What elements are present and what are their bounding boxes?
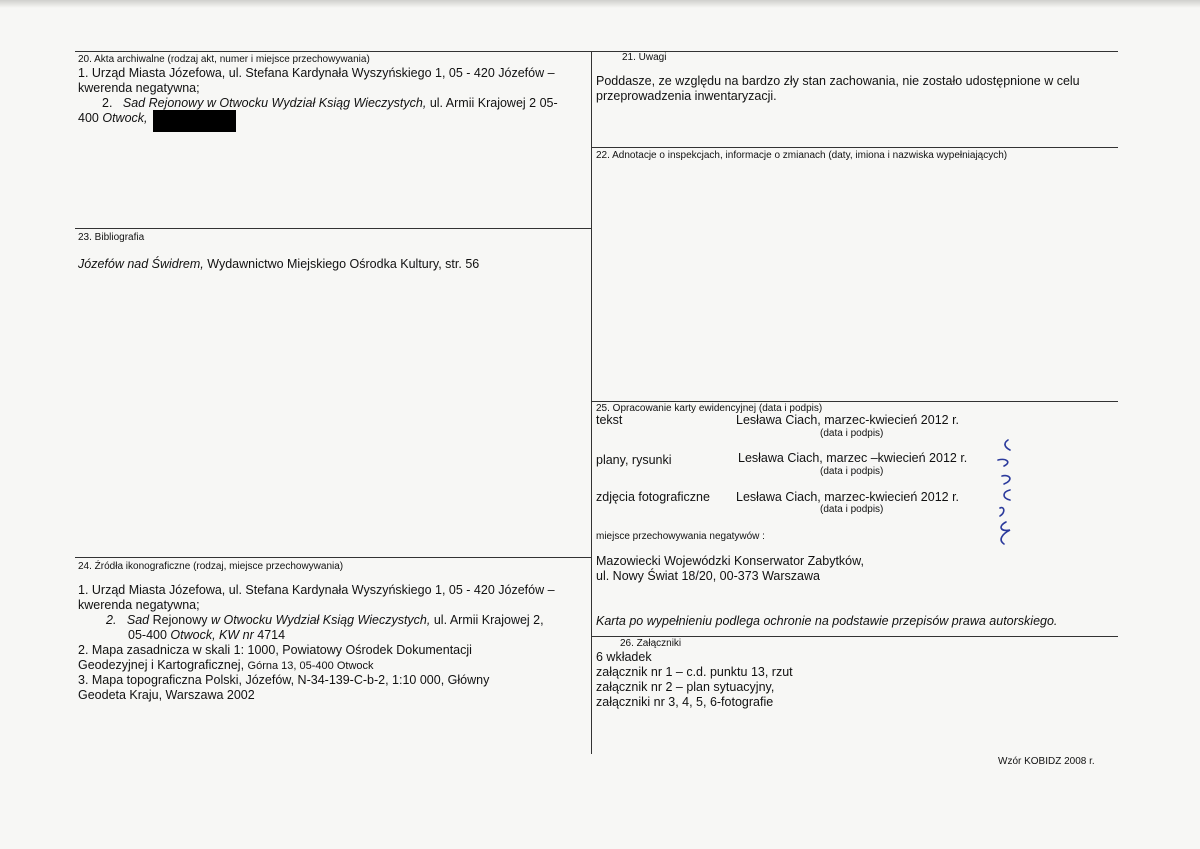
row-value: Lesława Ciach, marzec –kwiecień 2012 r. bbox=[738, 451, 968, 465]
center-divider bbox=[591, 51, 592, 754]
section-21-line: Poddasze, ze względu na bardzo zły stan zachowania, nie zostało udostępnione w celu bbox=[596, 74, 1080, 88]
section-24-header: 24. Źródła ikonograficzne (rodzaj, miejsce przechowywania) bbox=[78, 561, 344, 572]
section-21-line: przeprowadzenia inwentaryzacji. bbox=[596, 89, 777, 103]
section-25-header: 25. Opracowanie karty ewidencyjnej (data i podpis) bbox=[596, 403, 823, 414]
attachment-item: załączniki nr 3, 4, 5, 6-fotografie bbox=[596, 695, 774, 709]
section-24-line: 05-400 Otwock, KW nr 4714 bbox=[128, 628, 286, 642]
row-label: plany, rysunki bbox=[596, 453, 672, 467]
rule-23 bbox=[75, 228, 591, 229]
row-value: Lesława Ciach, marzec-kwiecień 2012 r. bbox=[736, 413, 960, 427]
scan-edge bbox=[0, 0, 1200, 8]
rule-25 bbox=[592, 401, 1118, 402]
section-23-header: 23. Bibliografia bbox=[78, 232, 145, 243]
section-22-header: 22. Adnotacje o inspekcjach, informacje o zmianach (daty, imiona i nazwiska wypełniających) bbox=[596, 150, 1008, 161]
top-rule bbox=[75, 51, 1118, 52]
row-value: Lesława Ciach, marzec-kwiecień 2012 r. bbox=[736, 490, 960, 504]
section-20-line: 400 Otwock, bbox=[78, 111, 148, 125]
redaction-block bbox=[153, 110, 236, 132]
section-20-line: 1. Urząd Miasta Józefowa, ul. Stefana Kardynała Wyszyńskiego 1, 05 - 420 Józefów – bbox=[78, 66, 555, 80]
section-24-line: kwerenda negatywna; bbox=[78, 598, 200, 612]
form-template-footer: Wzór KOBIDZ 2008 r. bbox=[998, 756, 1095, 767]
attachment-item: 6 wkładek bbox=[596, 650, 652, 664]
section-24-line: Geodeta Kraju, Warszawa 2002 bbox=[78, 688, 255, 702]
section-24-line: Geodezyjnej i Kartograficznej, Górna 13, 05-400 Otwock bbox=[78, 658, 374, 672]
negatives-line: ul. Nowy Świat 18/20, 00-373 Warszawa bbox=[596, 569, 820, 583]
row-sub: (data i podpis) bbox=[820, 504, 884, 515]
attachment-item: załącznik nr 2 – plan sytuacyjny, bbox=[596, 680, 775, 694]
handwritten-signature bbox=[980, 436, 1024, 548]
row-label: tekst bbox=[596, 413, 623, 427]
rule-24 bbox=[75, 557, 591, 558]
section-26-header: 26. Załączniki bbox=[620, 638, 682, 649]
section-24-line: 2. Sad Rejonowy w Otwocku Wydział Ksiąg Wieczystych, ul. Armii Krajowej 2, bbox=[106, 613, 544, 627]
section-20-line: kwerenda negatywna; bbox=[78, 81, 200, 95]
row-label: zdjęcia fotograficzne bbox=[596, 490, 710, 504]
rule-26 bbox=[592, 636, 1118, 637]
row-sub: (data i podpis) bbox=[820, 466, 884, 477]
section-24-line: 1. Urząd Miasta Józefowa, ul. Stefana Kardynała Wyszyńskiego 1, 05 - 420 Józefów – bbox=[78, 583, 555, 597]
section-24-line: 2. Mapa zasadnicza w skali 1: 1000, Powiatowy Ośrodek Dokumentacji bbox=[78, 643, 472, 657]
section-20-header: 20. Akta archiwalne (rodzaj akt, numer i miejsce przechowywania) bbox=[78, 54, 370, 65]
section-24-line: 3. Mapa topograficzna Polski, Józefów, N-34-139-C-b-2, 1:10 000, Główny bbox=[78, 673, 490, 687]
rule-22 bbox=[592, 147, 1118, 148]
copyright-note: Karta po wypełnieniu podlega ochronie na podstawie przepisów prawa autorskiego. bbox=[596, 614, 1058, 628]
attachment-item: załącznik nr 1 – c.d. punktu 13, rzut bbox=[596, 665, 793, 679]
section-21-header: 21. Uwagi bbox=[622, 52, 667, 63]
row-sub: (data i podpis) bbox=[820, 428, 884, 439]
negatives-line: Mazowiecki Wojewódzki Konserwator Zabytków, bbox=[596, 554, 864, 568]
section-20-line: 2. Sad Rejonowy w Otwocku Wydział Ksiąg Wieczystych, ul. Armii Krajowej 2 05- bbox=[102, 96, 558, 110]
bibliography-entry: Józefów nad Świdrem, Wydawnictwo Miejskiego Ośrodka Kultury, str. 56 bbox=[78, 257, 480, 271]
negatives-label: miejsce przechowywania negatywów : bbox=[596, 531, 765, 542]
